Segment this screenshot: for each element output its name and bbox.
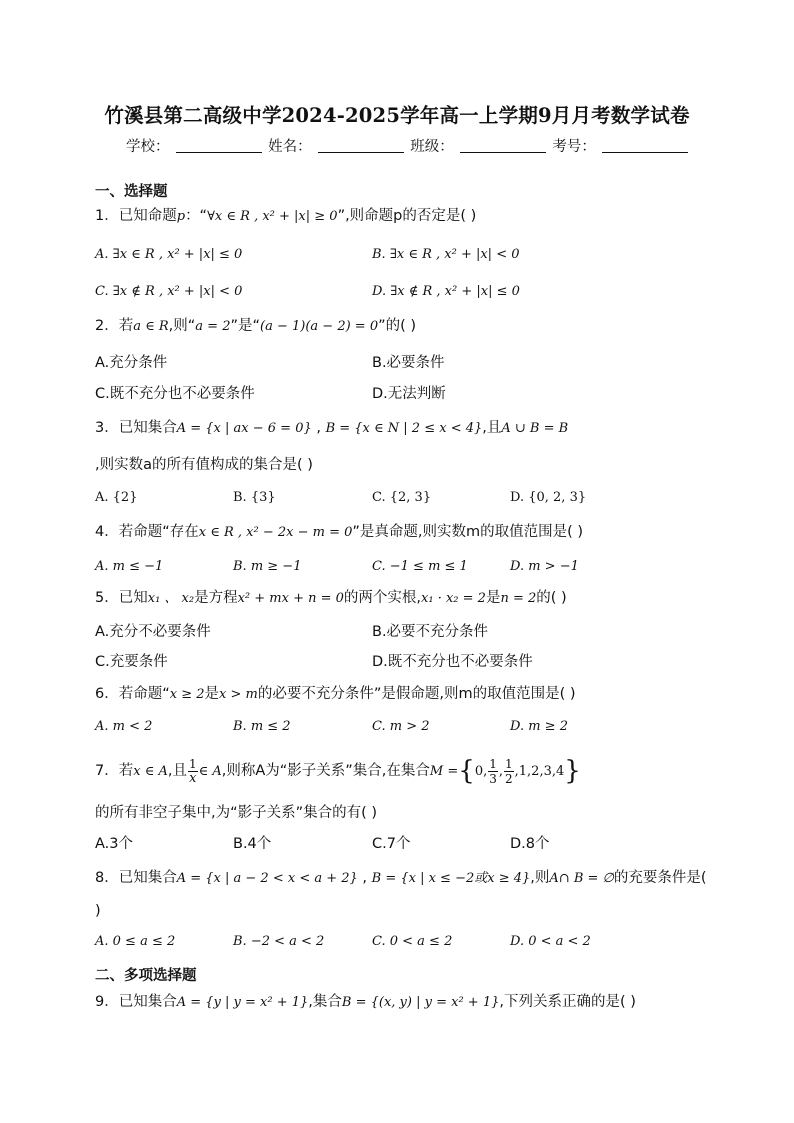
q1-option-a-text: A. ∃x ∈ R , x² + |x| ≤ 0 [95, 247, 243, 262]
q5-option-b[interactable]: B.必要不充分条件 [372, 624, 489, 640]
q7-e2: ∈ A [198, 764, 222, 779]
q1-post: ”,则命题p的否定是( ) [337, 208, 477, 224]
question-3 [95, 418, 568, 439]
q5-e2: x² + mx + n = 0 [237, 591, 344, 606]
q4-expr: x ∈ R , x² − 2x − m = 0 [198, 525, 353, 540]
q7-set-m: M = [429, 764, 459, 779]
q5-pre: 已知 [118, 590, 148, 606]
q6-option-c-text: C. m > 2 [372, 719, 430, 734]
q7-option-d[interactable]: D.8个 [510, 836, 550, 852]
q8-number: 8． [95, 870, 119, 886]
q5-mid3: 是 [485, 590, 501, 606]
q2-mid1: ,则“ [168, 318, 196, 334]
section-heading-choice: 一、选择题 [95, 184, 168, 200]
section-heading-multiple-choice: 二、多项选择题 [95, 968, 197, 984]
q8-option-d[interactable] [510, 931, 591, 952]
q3-option-c-text: C. {2, 3} [372, 490, 432, 505]
q4-option-c[interactable] [372, 556, 468, 577]
q2-option-b[interactable]: B.必要条件 [372, 355, 445, 371]
q7-pre: 若 [118, 763, 134, 779]
exam-title: 竹溪县第二高级中学2024-2025学年高一上学期9月月考数学试卷 [104, 104, 690, 127]
question-9 [95, 992, 636, 1013]
q7-fraction-third [488, 757, 498, 786]
q7-set-open: { [458, 756, 475, 786]
q7-f1-den: 3 [489, 771, 497, 786]
q5-post: 的( ) [536, 590, 567, 606]
q2-pre: 若 [118, 318, 134, 334]
q1-option-d[interactable] [372, 281, 520, 302]
q5-option-c[interactable]: C.充要条件 [95, 654, 168, 670]
q7-e1: x ∈ A [133, 764, 168, 779]
q7-f1-num: 1 [489, 756, 497, 771]
q3-e3: A ∪ B = B [501, 421, 569, 436]
q8-mid: ,则 [530, 870, 550, 886]
q9-post: ,下列关系正确的是( ) [499, 994, 636, 1010]
q7-f2-num: 1 [505, 756, 513, 771]
q8-option-c[interactable] [372, 931, 452, 952]
q8-e2: B = {x | x ≤ −2或x ≥ 4} [371, 871, 531, 886]
q3-sep: , [311, 420, 326, 436]
q1-expr: ∀x ∈ R , x² + |x| ≥ 0 [207, 209, 338, 224]
q4-post: ”是真命题,则实数m的取值范围是( ) [352, 524, 584, 540]
q8-post: 的充要条件是( [613, 870, 707, 886]
q7-number: 7． [95, 763, 119, 779]
question-1 [95, 206, 476, 227]
q2-post: ”的( ) [378, 318, 417, 334]
q8-e3: A∩ B = ∅ [549, 871, 614, 886]
q3-option-a-text: A. {2} [95, 490, 138, 505]
question-5 [95, 588, 567, 609]
q1-pre: 已知命题 [118, 208, 177, 224]
q7-mid1: ,且 [167, 763, 187, 779]
question-2 [95, 316, 416, 337]
q7-fraction-half [504, 757, 514, 786]
question-7 [95, 756, 581, 787]
school-label: 学校： [126, 139, 170, 155]
q3-option-b-text: B. {3} [233, 490, 276, 505]
q1-number: 1． [95, 208, 119, 224]
q6-option-a-text: A. m < 2 [95, 719, 153, 734]
q5-e4: n = 2 [500, 591, 537, 606]
q3-option-d[interactable] [510, 487, 586, 508]
q4-option-b-text: B. m ≥ −1 [233, 559, 302, 574]
q7-line2: 的所有非空子集中,为“影子关系”集合的有( ) [95, 805, 378, 821]
q7-s0: 0, [474, 764, 488, 779]
class-label: 班级： [410, 139, 454, 155]
q7-s-rest: ,1,2,3,4 [514, 764, 565, 779]
q5-e3: x₁ · x₂ = 2 [421, 591, 486, 606]
q7-mid2: ,则称A为“影子关系”集合,在集合 [221, 763, 430, 779]
question-6 [95, 684, 576, 705]
q3-option-c[interactable] [372, 487, 431, 508]
q8-pre: 已知集合 [118, 870, 177, 886]
q4-option-d-text: D. m > −1 [510, 559, 579, 574]
name-blank [318, 138, 404, 153]
q4-pre: 若命题“存在 [118, 524, 199, 540]
q7-fraction [188, 757, 198, 786]
q6-post: 的必要不充分条件”是假命题,则m的取值范围是( ) [257, 686, 576, 702]
q3-e2: B = {x ∈ N | 2 ≤ x < 4} [325, 421, 483, 436]
q3-e1: A = {x | ax − 6 = 0} [176, 421, 312, 436]
q2-e1: a ∈ R [133, 319, 169, 334]
q8-option-c-text: C. 0 < a ≤ 2 [372, 934, 453, 949]
q1-option-c-text: C. ∃x ∉ R , x² + |x| < 0 [95, 284, 243, 299]
q7-frac-den: x [189, 770, 197, 786]
q5-mid2: 的两个实根, [343, 590, 422, 606]
q8-option-b-text: B. −2 < a < 2 [233, 934, 325, 949]
q8-option-a-text: A. 0 ≤ a ≤ 2 [95, 934, 176, 949]
q3-line2: ,则实数a的所有值构成的集合是( ) [95, 457, 313, 473]
q9-pre: 已知集合 [118, 994, 177, 1010]
q5-e1: x₁ 、 x₂ [147, 591, 195, 606]
q2-e3: (a − 1)(a − 2) = 0 [260, 319, 379, 334]
q2-number: 2． [95, 318, 119, 334]
q1-option-a[interactable] [95, 244, 242, 265]
class-blank [460, 138, 546, 153]
q9-number: 9． [95, 994, 119, 1010]
q5-mid1: 是方程 [194, 590, 238, 606]
q4-option-c-text: C. −1 ≤ m ≤ 1 [372, 559, 468, 574]
q5-number: 5． [95, 590, 119, 606]
q3-option-d-text: D. {0, 2, 3} [510, 490, 587, 505]
q4-number: 4． [95, 524, 119, 540]
q3-number: 3． [95, 420, 119, 436]
q4-option-b[interactable] [233, 556, 301, 577]
question-8 [95, 868, 707, 889]
q7-option-b[interactable]: B.4个 [233, 836, 272, 852]
q7-f2-den: 2 [505, 771, 513, 786]
q2-option-a[interactable]: A.充分条件 [95, 355, 168, 371]
q7-comma: , [498, 764, 503, 779]
q6-number: 6． [95, 686, 119, 702]
q1-option-b-text: B. ∃x ∈ R , x² + |x| < 0 [372, 247, 520, 262]
name-label: 姓名： [268, 139, 312, 155]
q7-set-close: } [564, 756, 581, 786]
q6-pre: 若命题“ [118, 686, 170, 702]
q9-mid: ,集合 [308, 994, 342, 1010]
student-info-row [126, 135, 690, 156]
q8-option-a[interactable] [95, 931, 175, 952]
q6-option-b[interactable] [233, 716, 291, 737]
q1-prop: p [176, 209, 186, 224]
q8-option-d-text: D. 0 < a < 2 [510, 934, 591, 949]
q9-e2: B = {(x, y) | y = x² + 1} [341, 995, 500, 1010]
q2-option-c[interactable]: C.既不充分也不必要条件 [95, 386, 255, 402]
q6-option-b-text: B. m ≤ 2 [233, 719, 291, 734]
q6-option-d[interactable] [510, 716, 568, 737]
q3-option-a[interactable] [95, 487, 137, 508]
q2-mid2: ”是“ [230, 318, 261, 334]
q6-mid1: 是 [204, 686, 220, 702]
q5-option-d[interactable]: D.既不充分也不必要条件 [372, 654, 533, 670]
q4-option-a[interactable] [95, 556, 163, 577]
q3-pre: 已知集合 [118, 420, 177, 436]
q2-option-d[interactable]: D.无法判断 [372, 386, 446, 402]
q3-mid: ,且 [482, 420, 502, 436]
exam-number-blank [602, 138, 688, 153]
q6-e2: x > m [219, 687, 258, 702]
school-blank [176, 138, 262, 153]
q1-option-d-text: D. ∃x ∉ R , x² + |x| ≤ 0 [372, 284, 520, 299]
q9-e1: A = {y | y = x² + 1} [176, 995, 309, 1010]
question-4 [95, 522, 583, 543]
q8-line2: ) [95, 903, 101, 919]
q1-option-b[interactable] [372, 244, 520, 265]
q5-option-a[interactable]: A.充分不必要条件 [95, 624, 211, 640]
q6-e1: x ≥ 2 [169, 687, 205, 702]
q7-option-a[interactable]: A.3个 [95, 836, 133, 852]
q2-e2: a = 2 [195, 319, 231, 334]
q6-option-d-text: D. m ≥ 2 [510, 719, 568, 734]
q4-option-d[interactable] [510, 556, 579, 577]
q8-option-b[interactable] [233, 931, 324, 952]
q7-frac-num: 1 [188, 756, 197, 771]
q1-option-c[interactable] [95, 281, 242, 302]
exam-number-label: 考号： [552, 139, 596, 155]
q4-option-a-text: A. m ≤ −1 [95, 559, 164, 574]
q6-option-c[interactable] [372, 716, 430, 737]
q7-option-c[interactable]: C.7个 [372, 836, 411, 852]
q8-sep: , [357, 870, 372, 886]
q3-option-b[interactable] [233, 487, 276, 508]
q8-e1: A = {x | a − 2 < x < a + 2} [176, 871, 358, 886]
q6-option-a[interactable] [95, 716, 152, 737]
q1-colon: ：“ [185, 208, 208, 224]
